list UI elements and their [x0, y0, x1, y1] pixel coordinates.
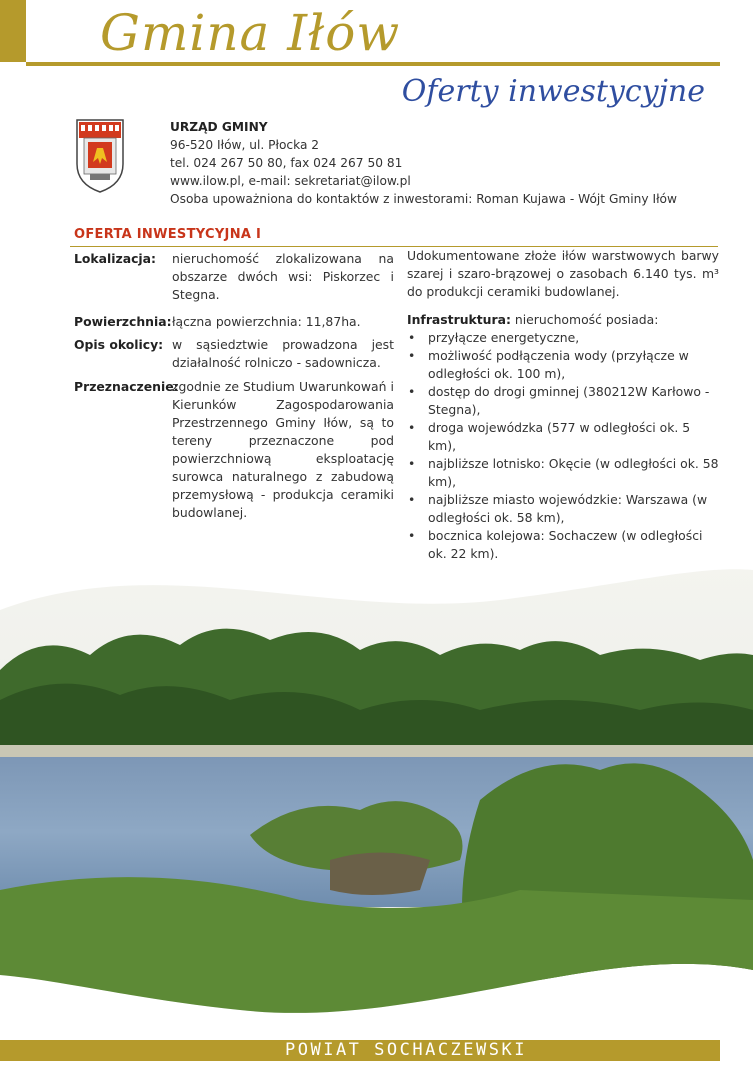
row-value: zgodnie ze Studium Uwarunkowań i Kierunków Zagospodarowania Przestrzennego Gminy Iłów, są to tereny przeznaczone pod powierzchniową eksploatację surowca naturalnego z zabudową przemysłową - produkcja ceramiki budowlanej. [172, 379, 394, 520]
row-label: Powierzchnia: [74, 314, 172, 329]
title-rule [26, 62, 720, 66]
river-landscape-photo [0, 560, 753, 1040]
infra-intro: nieruchomość posiada: [514, 312, 659, 327]
offer-heading: OFERTA INWESTYCYJNA I [74, 227, 262, 242]
header-gold-band [0, 0, 26, 62]
list-item: • możliwość podłączenia wody (przyłącze w odległości ok. 100 m), [407, 347, 719, 383]
row-label: Opis okolicy: [74, 337, 164, 352]
infra-label: Infrastruktura: [407, 312, 511, 327]
office-contact: Osoba upoważniona do kontaktów z inwestorami: Roman Kujawa - Wójt Gminy Iłów [170, 192, 677, 206]
office-address: 96-520 Iłów, ul. Płocka 2 [170, 138, 320, 152]
row-value: łączna powierzchnia: 11,87ha. [172, 314, 361, 329]
infra-list [407, 329, 719, 563]
list-item: • droga wojewódzka (577 w odległości ok. 5 km), [407, 419, 719, 455]
list-item: • bocznica kolejowa: Sochaczew (w odległości ok. 22 km). [407, 527, 719, 563]
office-name: URZĄD GMINY [170, 120, 268, 134]
row-value: nieruchomość zlokalizowana na obszarze dwóch wsi: Piskorzec i Stegna. [172, 251, 394, 302]
row-label: Przeznaczenie: [74, 379, 179, 394]
page-subtitle: Oferty inwestycyjne [401, 74, 705, 109]
row-value: w sąsiedztwie prowadzona jest działalność rolniczo - sadownicza. [172, 337, 394, 370]
footer-text: POWIAT SOCHACZEWSKI [285, 1040, 527, 1060]
row-label: Lokalizacja: [74, 251, 156, 266]
list-item: • przyłącze energetyczne, [407, 329, 719, 347]
office-phone: tel. 024 267 50 80, fax 024 267 50 81 [170, 156, 403, 170]
page-title: Gmina Iłów [100, 4, 401, 62]
office-web: www.ilow.pl, e-mail: sekretariat@ilow.pl [170, 174, 411, 188]
coat-of-arms-icon [75, 118, 125, 194]
list-item: • dostęp do drogi gminnej (380212W Karłowo - Stegna), [407, 383, 719, 419]
list-item: • najbliższe miasto wojewódzkie: Warszawa (w odległości ok. 58 km), [407, 491, 719, 527]
deposit-description: Udokumentowane złoże iłów warstwowych barwy szarej i szaro-brązowej o zasobach 6.140 tys. m³ do produkcji ceramiki budowlanej. [407, 248, 719, 299]
infrastructure-block [407, 311, 719, 563]
office-block [170, 118, 677, 208]
list-item: • najbliższe lotnisko: Okęcie (w odległości ok. 58 km), [407, 455, 719, 491]
